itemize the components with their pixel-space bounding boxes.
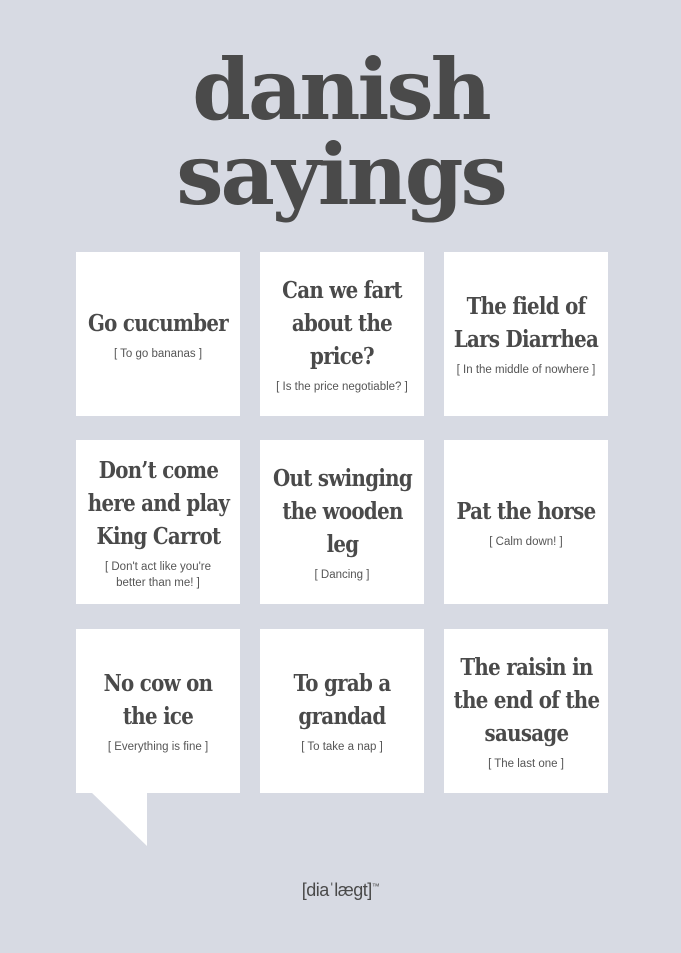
saying-text: The field of Lars Diarrhea	[453, 293, 599, 353]
title-line-2: sayings	[176, 125, 505, 224]
saying-card-5	[260, 440, 424, 604]
saying-text: Pat the horse	[456, 497, 596, 525]
saying-meaning: [ The last one ]	[488, 757, 564, 770]
brand-logo-text: [diaˈlægt]	[301, 880, 372, 900]
saying-text: Can we fart about the price?	[282, 276, 402, 370]
speech-bubble-tail	[91, 792, 149, 848]
saying-meaning: [ To go bananas ]	[113, 347, 203, 360]
saying-text: To grab a grandad	[293, 670, 391, 730]
brand-logo	[0, 880, 681, 901]
saying-meaning: [ Everything is fine ]	[107, 741, 209, 753]
saying-text: The raisin in the end of the sausage	[453, 653, 599, 747]
saying-text: No cow on the ice	[103, 670, 213, 730]
saying-text: Don’t come here and play King Carrot	[87, 456, 229, 550]
saying-card-6	[444, 440, 608, 604]
saying-text: Go cucumber	[87, 309, 229, 337]
saying-meaning: [ To take a nap ]	[301, 741, 383, 753]
saying-card-2	[260, 252, 424, 416]
saying-card-1	[76, 252, 240, 416]
saying-meaning: [ Calm down! ]	[489, 535, 563, 548]
saying-meaning: [ Dancing ]	[314, 568, 370, 581]
saying-card-7	[76, 629, 240, 793]
saying-card-9	[444, 629, 608, 793]
saying-card-3	[444, 252, 608, 416]
saying-card-8	[260, 629, 424, 793]
trademark-mark: ™	[371, 882, 380, 891]
saying-meaning: [ Is the price negotiable? ]	[276, 380, 408, 393]
saying-meaning: [ Don't act like you're better than me! ]	[104, 560, 212, 589]
saying-card-4	[76, 440, 240, 604]
title-line-1: danish	[192, 40, 489, 139]
saying-meaning: [ In the middle of nowhere ]	[456, 364, 596, 376]
saying-text: Out swinging the wooden leg	[272, 464, 412, 558]
